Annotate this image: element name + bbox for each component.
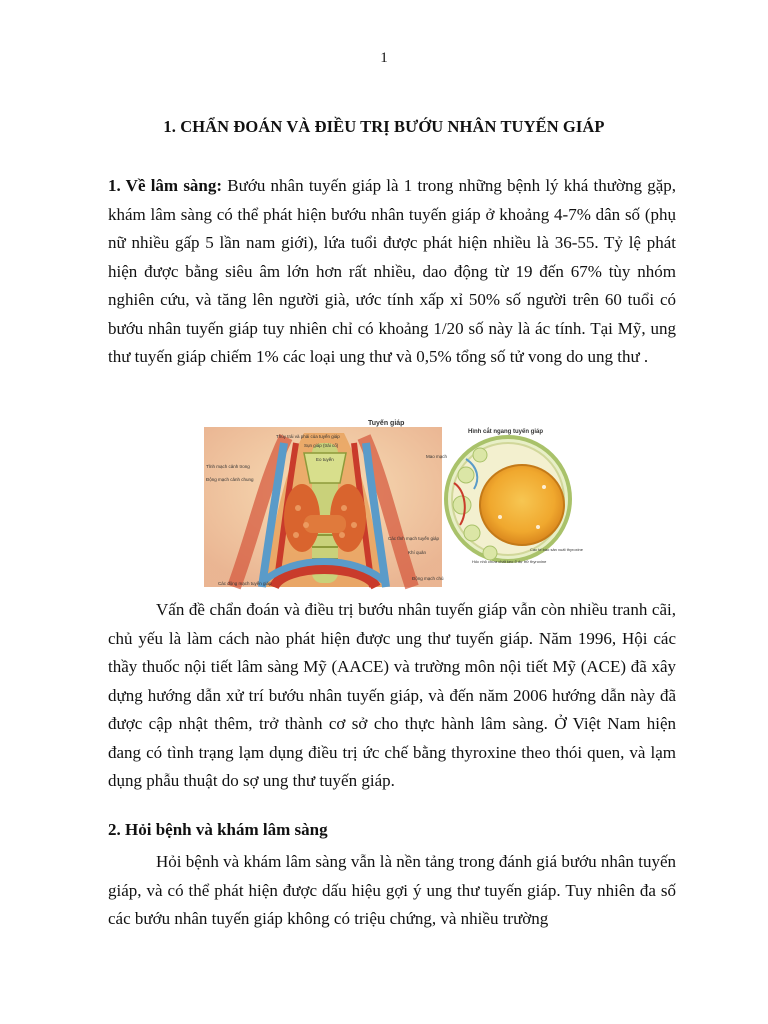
paragraph-clinical-text: Bướu nhân tuyến giáp là 1 trong những bệnh lý khá thường gặp, khám lâm sàng có thể phát hiện bướu nhân tuyến giáp ở khoảng 4-7% dân số (phụ nữ nhiều gấp 5 lần nam giới), lứa tuổi được phát hiện nhiều là 36-55. Tỷ lệ phát hiện được bằng siêu âm lớn hơn rất nhiều, dao động từ 19 đến 67% tùy nhóm nghiên cứu, và tăng lên người già, ước tính xấp xỉ 50% số người trên 60 tuổi có bướu nhân tuyến giáp tuy nhiên chỉ có khoảng 1/20 số này là ác tính. Tại Mỹ, ung thư tuyến giáp chiếm 1% các loại ung thư và 0,5% tổng số tử vong do ung thư .	[108, 176, 676, 366]
figure-title-right: Hình cắt ngang tuyến giáp	[468, 429, 544, 435]
thyroid-anatomy-figure	[204, 413, 583, 587]
label-thyroxine-cells: Các tế bào sản xuất thyroxine	[530, 547, 583, 552]
label-common-carotid: Động mạch cảnh chung	[206, 477, 254, 482]
page-number: 1	[380, 50, 388, 66]
label-trachea: Khí quản	[408, 550, 427, 555]
paragraph-diagnosis: Vấn đề chẩn đoán và điều trị bướu nhân tuyến giáp vẫn còn nhiều tranh cãi, chủ yếu là làm cách nào phát hiện được ung thư tuyến giáp. Năm 1996, Hội các thầy thuốc nội tiết lâm sàng Mỹ (AACE) và trường môn nội tiết Mỹ (ACE) đã xây dựng hướng dẫn xử trí bướu nhân tuyến giáp, và đến năm 2006 hướng dẫn này đã được cập nhật thêm, trở thành cơ sở cho thực hành lâm sàng. Ở Việt Nam hiện đang có tình trạng lạm dụng điều trị ức chế bằng thyroxine theo thói quen, và lạm dụng phẫu thuật do sợ ung thư tuyến giáp.	[108, 600, 676, 790]
label-colloid-follicle: Hốc nhỏ chứa chất keo ổ dự trữ thyroxine	[472, 559, 547, 564]
thyroid-isthmus	[304, 515, 346, 533]
label-thyroid-cartilage: Sụn giáp (trái cổ)	[304, 443, 339, 448]
label-internal-jugular: Tĩnh mạch cảnh trong	[206, 464, 250, 469]
document-title: 1. CHẨN ĐOÁN VÀ ĐIỀU TRỊ BƯỚU NHÂN TUYẾN GIÁP	[163, 117, 605, 136]
paragraph-examination: Hỏi bệnh và khám lâm sàng vẫn là nền tảng trong đánh giá bướu nhân tuyến giáp, và có thể phát hiện được dấu hiệu gợi ý ung thư tuyến giáp. Tuy nhiên đa số các bướu nhân tuyến giáp không có triệu chứng, và nhiều trường	[108, 852, 676, 928]
thyroid-illustration	[204, 413, 583, 587]
label-thyroid-veins: Các tĩnh mạch tuyến giáp	[388, 536, 440, 541]
label-thyroid-lobes: Thùy trái và phải của tuyến giáp	[276, 434, 340, 439]
paragraph-clinical	[108, 172, 676, 372]
label-isthmus: Eo tuyến	[316, 457, 334, 462]
figure-title-left: Tuyến giáp	[368, 420, 405, 427]
section-1-heading: 1. Về lâm sàng:	[108, 176, 223, 195]
section-2-heading: 2. Hỏi bệnh và khám lâm sàng	[108, 820, 328, 839]
label-aorta: Động mạch chủ	[412, 576, 444, 581]
label-thyroid-arteries: Các động mạch tuyến giáp	[218, 581, 272, 586]
label-capillaries: Mao mạch	[426, 454, 448, 459]
follicle	[480, 465, 564, 545]
